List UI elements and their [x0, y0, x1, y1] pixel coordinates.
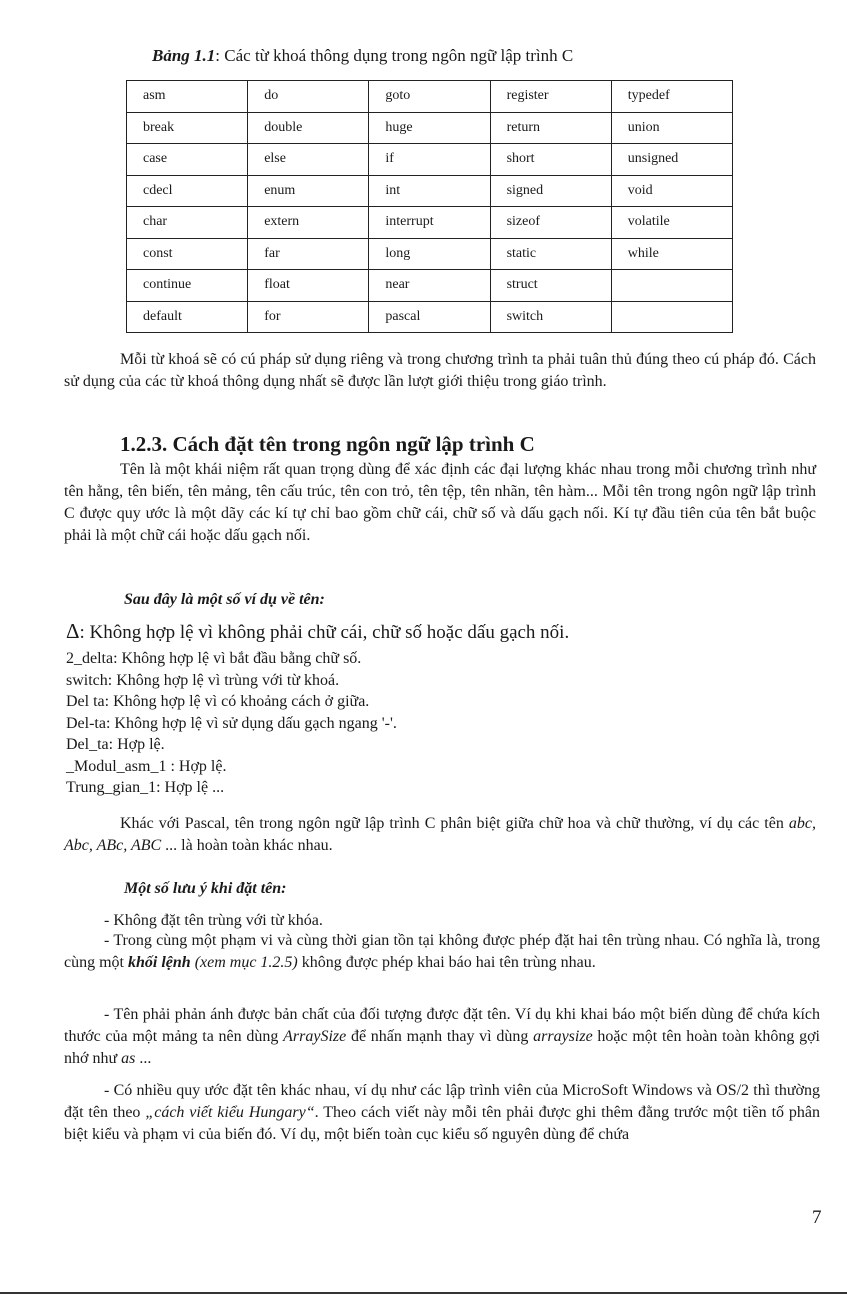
table-cell: long	[369, 238, 490, 270]
example-item: _Modul_asm_1 : Hợp lệ.	[66, 757, 227, 775]
table-cell: float	[248, 270, 369, 302]
table-cell: struct	[490, 270, 611, 302]
table-cell: far	[248, 238, 369, 270]
table-cell: pascal	[369, 301, 490, 333]
table-cell: while	[611, 238, 732, 270]
section-heading: 1.2.3. Cách đặt tên trong ngôn ngữ lập trình C	[120, 432, 535, 456]
notes-heading: Một số lưu ý khi đặt tên:	[124, 880, 287, 897]
table-cell: if	[369, 144, 490, 176]
table-cell: char	[127, 207, 248, 239]
table-cell: for	[248, 301, 369, 333]
note-text: hoặc một tên hoàn toàn không gợi nhớ như	[64, 1028, 821, 1067]
table-cell: int	[369, 175, 490, 207]
note-text: - Trong cùng một phạm vi và cùng thời gian tồn tại không được phép đặt hai tên trùng nhau. Có nghĩa là, trong cùng một	[64, 932, 820, 971]
table-cell: signed	[490, 175, 611, 207]
note-reference: (xem mục 1.2.5)	[190, 954, 298, 971]
examples-heading: Sau đây là một số ví dụ về tên:	[124, 591, 325, 608]
keywords-table-body	[127, 81, 733, 333]
table-cell: continue	[127, 270, 248, 302]
table-row	[127, 81, 733, 113]
note-identifier: arraysize	[533, 1028, 593, 1045]
table-caption-text: : Các từ khoá thông dụng trong ngôn ngữ lập trình C	[215, 46, 574, 65]
example-item	[66, 618, 569, 646]
table-cell: cdecl	[127, 175, 248, 207]
note-text: để nhấn mạnh thay vì dùng	[346, 1028, 534, 1045]
table-row	[127, 270, 733, 302]
table-cell: case	[127, 144, 248, 176]
note-emphasis: khối lệnh	[128, 954, 191, 971]
table-cell: union	[611, 112, 732, 144]
example-item: switch: Không hợp lệ vì trùng với từ khoá.	[66, 671, 340, 689]
table-caption	[152, 46, 573, 66]
table-row	[127, 175, 733, 207]
note-text: - Có nhiều quy ước đặt tên khác nhau, ví dụ như các lập trình viên của MicroSoft Windows và OS/2 thì thường đặt tên theo	[64, 1082, 820, 1121]
table-cell	[611, 301, 732, 333]
table-caption-label: Bảng 1.1	[152, 46, 216, 65]
case-text-after: ... là hoàn toàn khác nhau.	[161, 837, 333, 854]
table-cell: default	[127, 301, 248, 333]
page-bottom-edge	[0, 1292, 847, 1294]
example-item: Del ta: Không hợp lệ vì có khoảng cách ở giữa.	[66, 693, 370, 710]
table-cell: interrupt	[369, 207, 490, 239]
note-identifier: ArraySize	[283, 1028, 347, 1045]
paragraph-case-sensitivity	[64, 813, 816, 857]
table-cell: register	[490, 81, 611, 113]
examples-list	[66, 618, 569, 799]
table-row	[127, 112, 733, 144]
case-text-before: Khác với Pascal, tên trong ngôn ngữ lập trình C phân biệt giữa chữ hoa và chữ thường, ví dụ các tên	[120, 815, 789, 832]
table-cell: sizeof	[490, 207, 611, 239]
table-cell: double	[248, 112, 369, 144]
example-text: : Không hợp lệ vì không phải chữ cái, chữ số hoặc dấu gạch nối.	[79, 622, 570, 643]
note-item	[64, 1004, 820, 1070]
table-cell: asm	[127, 81, 248, 113]
table-cell: do	[248, 81, 369, 113]
table-cell: volatile	[611, 207, 732, 239]
note-item	[64, 1080, 820, 1146]
table-row	[127, 207, 733, 239]
example-item: Del_ta: Hợp lệ.	[66, 736, 165, 753]
table-cell: huge	[369, 112, 490, 144]
table-cell: short	[490, 144, 611, 176]
table-cell	[611, 270, 732, 302]
table-cell: extern	[248, 207, 369, 239]
table-cell: const	[127, 238, 248, 270]
table-row	[127, 238, 733, 270]
delta-symbol: Δ	[66, 619, 80, 643]
example-item: 2_delta: Không hợp lệ vì bắt đầu bằng chữ số.	[66, 650, 362, 667]
case-example-names: abc, Abc, ABc, ABC	[64, 815, 816, 854]
note-term: „cách viết kiểu Hungary“	[145, 1104, 315, 1121]
table-row	[127, 301, 733, 333]
note-text: ...	[135, 1050, 152, 1067]
paragraph-keywords: Mỗi từ khoá sẽ có cú pháp sử dụng riêng và trong chương trình ta phải tuân thủ đúng theo cú pháp đó. Cách sử dụng của các từ khoá thông dụng nhất sẽ được lần lượt giới thiệu trong giáo trình.	[64, 351, 816, 390]
table-cell: return	[490, 112, 611, 144]
note-text: không được phép khai báo hai tên trùng nhau.	[297, 954, 596, 971]
note-text: - Tên phải phản ánh được bản chất của đối tượng được đặt tên. Ví dụ khi khai báo một biến dùng để chứa kích thước của một mảng ta nên dùng	[64, 1006, 820, 1045]
note-text: . Theo cách viết này mỗi tên phải được ghi thêm đằng trước một tiền tố phân biệt kiểu và phạm vi của biến đó. Ví dụ, một biến toàn cục kiểu số nguyên dùng để chứa	[64, 1104, 821, 1143]
table-cell: else	[248, 144, 369, 176]
example-item: Trung_gian_1: Hợp lệ ...	[66, 779, 225, 796]
page-number: 7	[812, 1207, 822, 1228]
table-row	[127, 144, 733, 176]
table-cell: typedef	[611, 81, 732, 113]
table-cell: void	[611, 175, 732, 207]
table-cell: goto	[369, 81, 490, 113]
table-cell: enum	[248, 175, 369, 207]
table-cell: near	[369, 270, 490, 302]
table-cell: static	[490, 238, 611, 270]
table-cell: break	[127, 112, 248, 144]
note-item: - Không đặt tên trùng với từ khóa.	[104, 912, 323, 929]
table-cell: unsigned	[611, 144, 732, 176]
table-cell: switch	[490, 301, 611, 333]
note-identifier: as	[121, 1050, 136, 1067]
example-item: Del-ta: Không hợp lệ vì sử dụng dấu gạch ngang '-'.	[66, 714, 397, 732]
note-item	[64, 930, 820, 974]
paragraph-naming: Tên là một khái niệm rất quan trọng dùng để xác định các đại lượng khác nhau trong mỗi chương trình như tên hằng, tên biến, tên mảng, tên cấu trúc, tên con trỏ, tên tệp, tên nhãn, tên hàm... Mỗi tên trong ngôn ngữ lập trình C được quy ước là một dãy các kí tự chỉ bao gồm chữ cái, chữ số và dấu gạch nối. Kí tự đầu tiên của tên bắt buộc phải là một chữ cái hoặc dấu gạch nối.	[64, 461, 816, 544]
keywords-table	[126, 80, 733, 333]
